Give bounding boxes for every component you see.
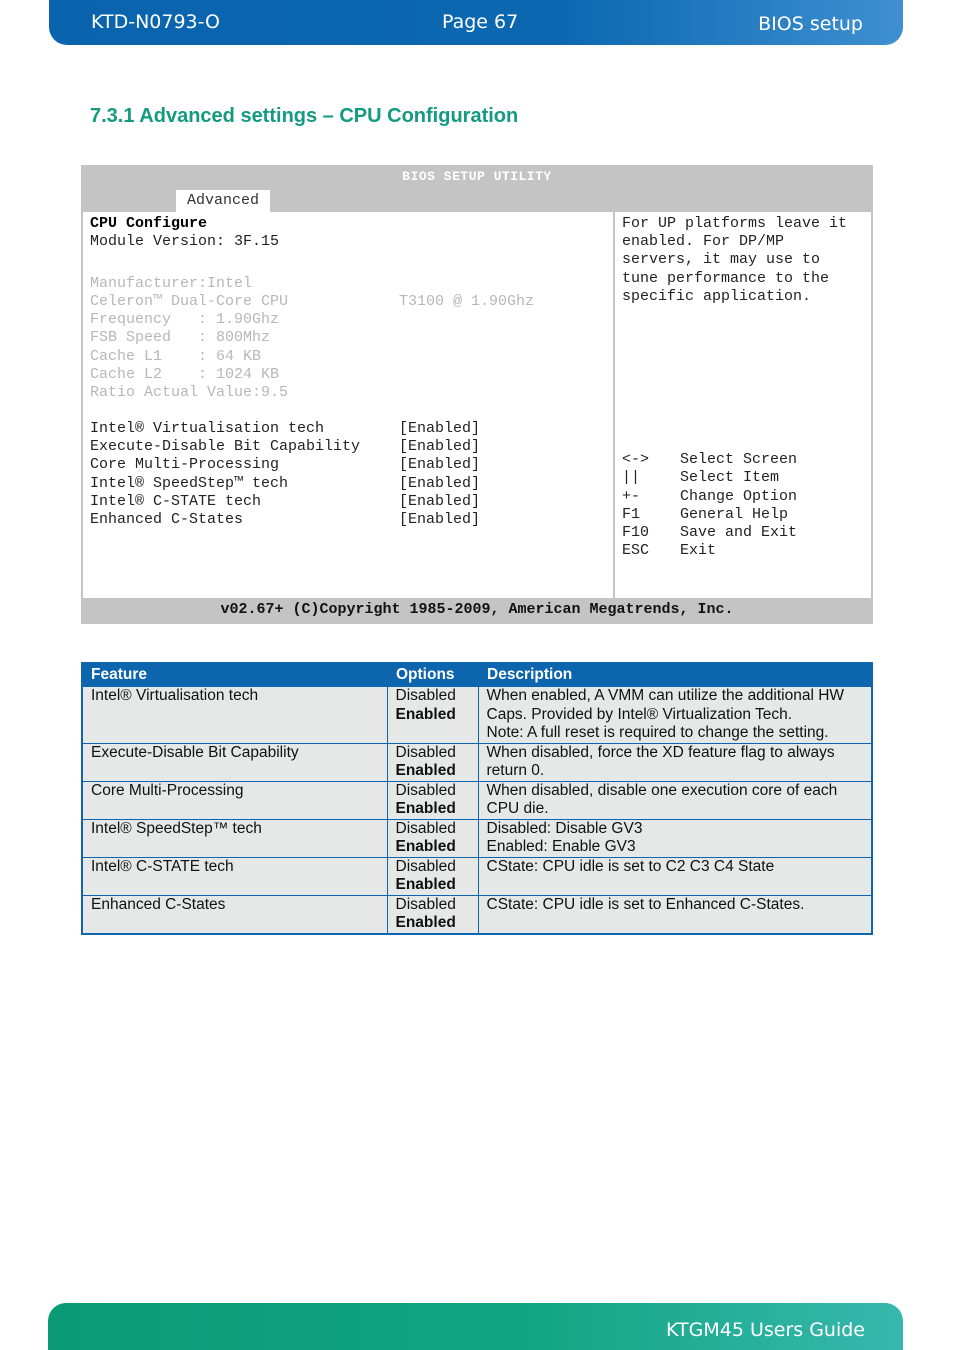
- option-disabled: Disabled: [395, 857, 456, 875]
- description-line: When enabled, A VMM can utilize the additional HW: [486, 687, 845, 704]
- bios-screenshot: [81, 165, 873, 624]
- options-cell: [387, 819, 478, 857]
- setting-value[interactable]: [Enabled]: [399, 420, 481, 437]
- feature-cell: Intel® SpeedStep™ tech: [82, 819, 387, 857]
- description-line: When disabled, disable one execution core of each: [486, 781, 838, 799]
- section-heading: 7.3.1 Advanced settings – CPU Configuration: [90, 105, 519, 127]
- setting-label[interactable]: Intel® SpeedStep™ tech: [90, 475, 289, 492]
- description-line: Enabled: Enable GV3: [486, 838, 636, 855]
- setting-value[interactable]: [Enabled]: [399, 493, 481, 510]
- setting-value[interactable]: [Enabled]: [399, 511, 481, 528]
- setting-value[interactable]: [Enabled]: [399, 456, 481, 473]
- key-action: Exit: [680, 542, 717, 559]
- page-number: Page 67: [442, 11, 519, 33]
- feature-table: [81, 662, 873, 935]
- option-disabled: Disabled: [395, 743, 456, 761]
- table-row: [82, 743, 872, 781]
- option-disabled: Disabled: [395, 687, 456, 704]
- key-action: Select Item: [680, 469, 780, 486]
- setting-label[interactable]: Intel® C-STATE tech: [90, 493, 262, 510]
- page-footer: [48, 1303, 903, 1350]
- table-row: [82, 819, 872, 857]
- option-enabled: Enabled: [395, 838, 456, 855]
- key-action: General Help: [680, 506, 789, 523]
- cache-l1: Cache L1 : 64 KB: [90, 348, 262, 365]
- help-text: For UP platforms leave it: [622, 215, 848, 232]
- column-header: Description: [478, 663, 872, 686]
- description-cell: [478, 743, 872, 781]
- option-disabled: Disabled: [395, 819, 456, 837]
- cpu-name: Celeron™ Dual-Core CPU: [90, 293, 289, 310]
- description-line: CState: CPU idle is set to Enhanced C-States.: [486, 895, 805, 913]
- table-row: [82, 857, 872, 895]
- bios-main-panel: [83, 212, 613, 598]
- column-header: Feature: [82, 663, 387, 686]
- options-cell: [387, 857, 478, 895]
- ratio-value: Ratio Actual Value:9.5: [90, 384, 289, 401]
- help-text: tune performance to the: [622, 270, 830, 287]
- option-enabled: Enabled: [395, 800, 456, 817]
- table-header-row: [82, 663, 872, 686]
- cache-l2: Cache L2 : 1024 KB: [90, 366, 280, 383]
- bios-copyright: v02.67+ (C)Copyright 1985-2009, American Megatrends, Inc.: [220, 601, 734, 618]
- guide-title: KTGM45 Users Guide: [666, 1319, 865, 1341]
- option-enabled: Enabled: [395, 914, 456, 931]
- key-label: +-: [622, 488, 641, 505]
- description-cell: [478, 781, 872, 819]
- feature-cell: Execute-Disable Bit Capability: [82, 743, 387, 781]
- feature-cell: Intel® Virtualisation tech: [82, 686, 387, 743]
- setting-value[interactable]: [Enabled]: [399, 438, 481, 455]
- options-cell: [387, 686, 478, 743]
- description-line: CState: CPU idle is set to C2 C3 C4 State: [486, 857, 775, 875]
- description-line: CPU die.: [486, 800, 549, 817]
- options-cell: [387, 895, 478, 934]
- setting-label[interactable]: Execute-Disable Bit Capability: [90, 438, 361, 455]
- key-label: ESC: [622, 542, 650, 559]
- description-cell: [478, 819, 872, 857]
- options-cell: [387, 743, 478, 781]
- cpu-frequency: Frequency : 1.90Ghz: [90, 311, 280, 328]
- key-action: Select Screen: [680, 451, 798, 468]
- description-cell: [478, 895, 872, 934]
- setting-label[interactable]: Core Multi-Processing: [90, 456, 280, 473]
- panel-title: CPU Configure: [90, 215, 208, 232]
- help-text: specific application.: [622, 288, 812, 305]
- description-line: return 0.: [486, 762, 545, 779]
- fsb-speed: FSB Speed : 800Mhz: [90, 329, 271, 346]
- description-line: When disabled, force the XD feature flag to always: [486, 743, 835, 761]
- feature-cell: Core Multi-Processing: [82, 781, 387, 819]
- option-disabled: Disabled: [395, 781, 456, 799]
- bios-help-panel: [615, 212, 871, 598]
- help-text: servers, it may use to: [622, 251, 821, 268]
- help-text: enabled. For DP/MP: [622, 233, 785, 250]
- column-header: Options: [387, 663, 478, 686]
- key-action: Change Option: [680, 488, 798, 505]
- description-cell: [478, 686, 872, 743]
- options-cell: [387, 781, 478, 819]
- key-label: <->: [622, 451, 650, 468]
- page-header: [49, 0, 903, 45]
- table-row: [82, 781, 872, 819]
- tab-advanced[interactable]: Advanced: [176, 190, 270, 212]
- key-label: F10: [622, 524, 650, 541]
- key-label: ||: [622, 469, 641, 486]
- option-enabled: Enabled: [395, 762, 456, 779]
- feature-cell: Enhanced C-States: [82, 895, 387, 934]
- key-action: Save and Exit: [680, 524, 798, 541]
- description-cell: [478, 857, 872, 895]
- option-enabled: Enabled: [395, 876, 456, 893]
- description-line: Note: A full reset is required to change the setting.: [486, 724, 829, 741]
- description-line: Disabled: Disable GV3: [486, 819, 643, 837]
- cpu-manufacturer: Manufacturer:Intel: [90, 275, 253, 292]
- table-row: [82, 895, 872, 934]
- setting-value[interactable]: [Enabled]: [399, 475, 481, 492]
- key-label: F1: [622, 506, 641, 523]
- module-version: Module Version: 3F.15: [90, 233, 280, 250]
- doc-id: KTD-N0793-O: [91, 11, 220, 33]
- setting-label[interactable]: Intel® Virtualisation tech: [90, 420, 325, 437]
- bios-title: BIOS SETUP UTILITY: [402, 169, 552, 184]
- section-title: BIOS setup: [758, 13, 863, 35]
- table-row: [82, 686, 872, 743]
- description-line: Caps. Provided by Intel® Virtualization Tech.: [486, 705, 793, 723]
- option-disabled: Disabled: [395, 895, 456, 913]
- cpu-model: T3100 @ 1.90Ghz: [399, 293, 535, 310]
- setting-label[interactable]: Enhanced C-States: [90, 511, 244, 528]
- feature-cell: Intel® C-STATE tech: [82, 857, 387, 895]
- option-enabled: Enabled: [395, 705, 456, 723]
